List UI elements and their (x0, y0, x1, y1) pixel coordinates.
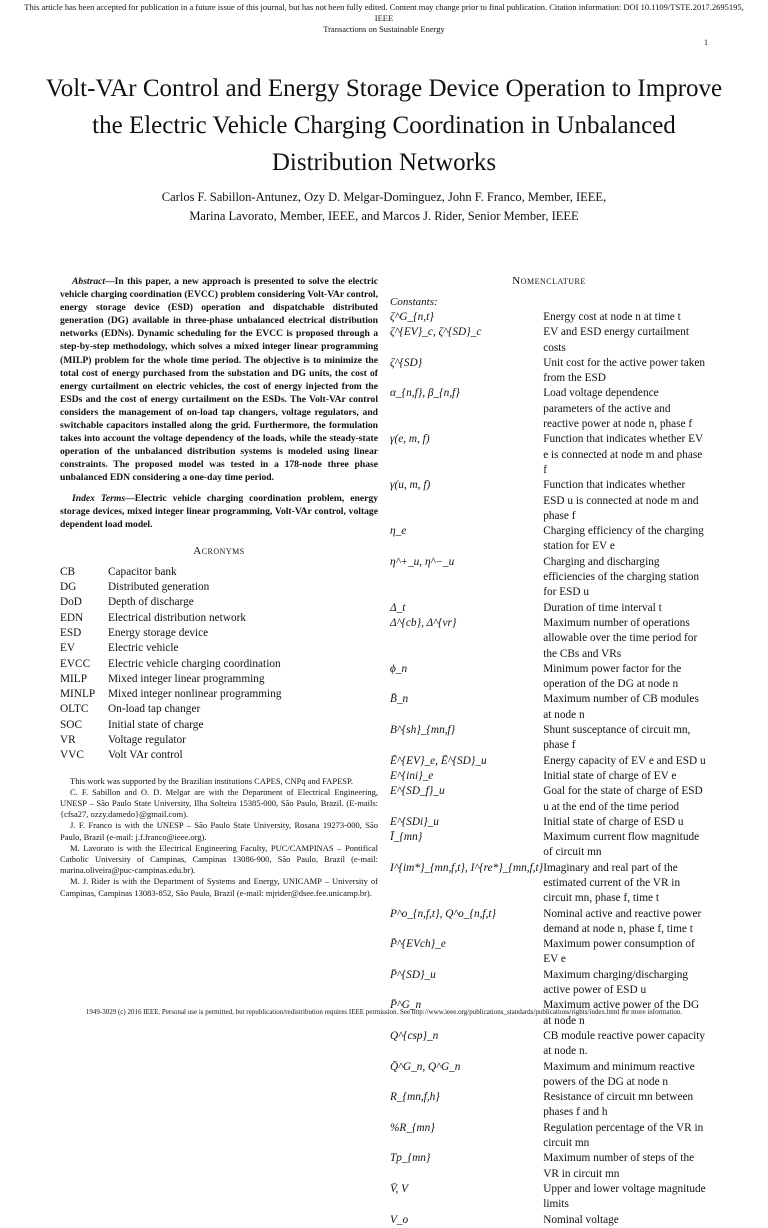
nomenclature-row (390, 1182, 708, 1213)
acronym-row (60, 672, 378, 687)
footnote: C. F. Sabillon and O. D. Melgar are with the Department of Electrical Engineering, UNESP – São Paulo State University, Ilha Solteira 15385-000, São Paulo, Brazil. (E-mails: {cfsa27, ozzy.damedo}@gmail.com). (60, 786, 378, 820)
copyright-footer: 1949-3029 (c) 2016 IEEE. Personal use is permitted, but republication/redistribution requires IEEE permission. See http://www.ieee.org/publications_standards/publications/rights/index.html for more information. (85, 1008, 683, 1016)
nomenclature-definition: Unit cost for the active power taken from the ESD (543, 356, 706, 385)
nomenclature-definition: Charging and discharging efficiencies of the charging station for ESD u (543, 555, 700, 599)
notice-line-1: This article has been accepted for publication in a future issue of this journal, but has not been fully edited. Content may change prior to final publication. Citation information: DOI 10.1109/TSTE.2017.2695195, IEEE (24, 2, 744, 23)
acronym-abbr: DG (60, 581, 77, 594)
nomenclature-subheading: Constants: (390, 296, 438, 308)
acronym-row (60, 595, 378, 610)
nomenclature-symbol: E^{SD_f}_u (390, 785, 445, 798)
acronym-definition: Electric vehicle (108, 642, 179, 655)
authors-line-2: Marina Lavorato, Member, IEEE, and Marcos J. Rider, Senior Member, IEEE (189, 209, 579, 223)
acronym-abbr: VR (60, 734, 76, 747)
acronym-definition: Depth of discharge (108, 596, 194, 609)
nomenclature-definition: Maximum active power of the DG at node n (543, 999, 700, 1027)
paper-title: Volt-VAr Control and Energy Storage Device Operation to Improve the Electric Vehicle Charging Coordination in Unbalanced Distribution Networks (45, 75, 723, 176)
nomenclature-definition: EV and ESD energy curtailment costs (543, 326, 689, 354)
page-number: 1 (704, 38, 708, 47)
nomenclature-symbol: ζ^{SD} (390, 356, 423, 369)
footnote: This work was supported by the Brazilian institutions CAPES, CNPq and FAPESP. (70, 775, 353, 786)
index-terms (60, 492, 378, 531)
nomenclature-symbol: R_{mn,f,h} (390, 1091, 440, 1104)
author-list (60, 188, 708, 226)
nomenclature-symbol: B^{sh}_{mn,f} (390, 724, 456, 737)
acronym-definition: On-load tap changer (108, 703, 201, 716)
nomenclature-symbol: B̄_n (390, 693, 409, 706)
nomenclature-definition: Shunt susceptance of circuit mn, phase f (543, 724, 691, 752)
nomenclature-symbol: I^{im*}_{mn,f,t}, I^{re*}_{mn,f,t} (390, 861, 544, 874)
acronym-row (60, 641, 378, 656)
acronym-definition: Electrical distribution network (108, 611, 247, 624)
nomenclature-definition: Regulation percentage of the VR in circuit mn (543, 1121, 704, 1150)
nomenclature-symbol: ζ^{EV}_c, ζ^{SD}_c (390, 326, 482, 339)
left-column (60, 275, 378, 899)
authors-line-1: Carlos F. Sabillon-Antunez, Ozy D. Melgar-Dominguez, John F. Franco, Member, IEEE, (161, 190, 607, 204)
nomenclature-row (390, 1151, 708, 1182)
acronym-definition: Mixed integer nonlinear programming (108, 688, 282, 701)
nomenclature-row (390, 555, 708, 601)
nomenclature-row (390, 784, 708, 815)
nomenclature-row (390, 478, 708, 524)
nomenclature-row (390, 815, 708, 830)
acronyms-heading: Acronyms (193, 544, 245, 557)
nomenclature-definition: Charging efficiency of the charging station for EV e (543, 525, 704, 553)
nomenclature-heading: Nomenclature (512, 275, 586, 287)
abstract-text: —In this paper, a new approach is presented to solve the electric vehicle charging coordination (EVCC) problem considering Volt-VAr control, energy storage device (ESD) operation and dispatchable distributed generation (DG) available in three-phase unbalanced electrical distribution networks (EDNs). Dynamic scheduling for the EVCC is proposed through a step-by-step methodology, which solves a mixed integer linear programming (MILP) problem for the whole time period. The objective is to minimize the total cost of energy purchased from the substation and DG units, the cost of energy curtailment on electric vehicles, the cost of energy injected from the ESDs and the cost of energy curtailment on the ESDs. The Volt-VAr control considers the management of on-load tap changers, voltage regulators, and switchable capacitors installed along the grid. Furthermore, the formulation takes into account the voltage dependency of the loads, while the steady-state operation of the unbalanced distribution systems is modeled using linear constraints. The proposed model was tested in a 178-node three phase unbalanced EDN considering a one-day time period. (60, 276, 378, 484)
acronym-definition: Electric vehicle charging coordination (108, 657, 281, 670)
acronym-row (60, 611, 378, 626)
nomenclature-symbol: α_{n,f}, β_{n,f} (390, 387, 460, 400)
right-column (390, 275, 708, 1228)
nomenclature-row (390, 937, 708, 968)
acronym-definition: Volt VAr control (108, 749, 183, 762)
nomenclature-row (390, 524, 708, 555)
abstract-lead: Abstract (72, 276, 106, 287)
acronym-definition: Capacitor bank (108, 565, 177, 578)
nomenclature-row (390, 907, 708, 938)
nomenclature-definition: Maximum number of CB modules at node n (543, 693, 699, 721)
acronym-row (60, 565, 378, 580)
acronym-row (60, 687, 378, 702)
nomenclature-row (390, 769, 708, 784)
nomenclature-symbol: η_e (390, 525, 407, 538)
footnote: M. Lavorato is with the Electrical Engineering Faculty, PUC/CAMPINAS – Pontifical Catholic University of Campinas, Campinas 13086-900, São Paulo, Brazil (e-mail: marina.oliveira@puc-campinas.edu.br). (60, 842, 378, 876)
nomenclature-symbol: γ(e, m, f) (390, 433, 430, 446)
acronym-abbr: SOC (60, 718, 82, 731)
nomenclature-definition: Minimum power factor for the operation of the DG at node n (543, 662, 682, 691)
nomenclature-definition: Maximum charging/discharging active power of ESD u (543, 968, 689, 997)
nomenclature-row (390, 662, 708, 693)
footnote: J. F. Franco is with the UNESP – São Paulo State University, Rosana 19273-000, São Paulo, Brazil (e-mail: j.f.franco@ieee.org). (60, 820, 378, 842)
nomenclature-definition: Energy cost at node n at time t (543, 311, 681, 323)
nomenclature-row (390, 601, 708, 616)
nomenclature-definition: Upper and lower voltage magnitude limits (543, 1182, 706, 1211)
nomenclature-symbol: Δ^{cb}, Δ^{vr} (390, 616, 457, 629)
footnote: M. J. Rider is with the Department of Systems and Energy, UNICAMP – University of Campinas, Campinas 13083-852, São Paulo, Brazil (e-mail: mjrider@dsee.fee.unicamp.br). (60, 876, 378, 898)
acronym-abbr: ESD (60, 626, 82, 639)
footnotes (60, 776, 378, 899)
nomenclature-row (390, 1029, 708, 1060)
nomenclature-row (390, 692, 708, 723)
index-terms-text: —Electric vehicle charging coordination problem, energy storage devices, mixed integer linear programming, Volt-VAr control, voltage dependent load model. (60, 492, 378, 530)
nomenclature-row (390, 830, 708, 861)
nomenclature-symbol: E^{SDi}_u (390, 815, 439, 828)
acronym-row (60, 657, 378, 672)
nomenclature-row (390, 968, 708, 999)
acronym-abbr: CB (60, 565, 76, 578)
nomenclature-row (390, 1090, 708, 1121)
nomenclature-definition: Maximum number of operations allowable over the time period for the CBs and VRs (543, 616, 698, 660)
nomenclature-definition: Energy capacity of EV e and ESD u (543, 754, 706, 767)
nomenclature-row (390, 1060, 708, 1091)
acronym-row (60, 580, 378, 595)
nomenclature-symbol: P̄^{EVch}_e (390, 938, 446, 951)
nomenclature-symbol: Q^{csp}_n (390, 1029, 439, 1042)
nomenclature-symbol: V̄, V (390, 1182, 408, 1195)
nomenclature-symbol: V_o (390, 1213, 409, 1226)
nomenclature-definition: CB module reactive power capacity at node n. (543, 1029, 706, 1058)
acronym-definition: Mixed integer linear programming (108, 672, 265, 685)
nomenclature-definition: Nominal voltage (543, 1213, 619, 1226)
nomenclature-row (390, 754, 708, 769)
nomenclature-definition: Function that indicates whether EV e is connected at node m and phase f (543, 433, 703, 476)
nomenclature-definition: Initial state of charge of ESD u (543, 815, 684, 828)
abstract (60, 275, 378, 485)
nomenclature-symbol: P̄^{SD}_u (390, 968, 436, 981)
nomenclature-row (390, 325, 708, 356)
acronym-definition: Energy storage device (108, 626, 209, 639)
nomenclature-definition: Initial state of charge of EV e (543, 769, 677, 782)
nomenclature-row (390, 616, 708, 662)
acronym-abbr: VVC (60, 749, 84, 762)
acronym-row (60, 626, 378, 641)
nomenclature-definition: Goal for the state of charge of ESD u at the end of the time period (543, 785, 703, 813)
nomenclature-row (390, 310, 708, 325)
nomenclature-symbol: ζ^G_{n,t} (390, 311, 434, 323)
acronym-row (60, 718, 378, 733)
acronym-abbr: MILP (60, 672, 87, 685)
nomenclature-symbol: ϕ_n (390, 662, 408, 675)
acronym-definition: Distributed generation (108, 581, 210, 594)
nomenclature-row (390, 1213, 708, 1228)
acronym-definition: Initial state of charge (108, 718, 204, 731)
acronym-abbr: DoD (60, 596, 82, 609)
index-terms-lead: Index Terms (72, 492, 126, 504)
acronym-definition: Voltage regulator (108, 734, 186, 747)
publication-notice (20, 2, 748, 35)
acronym-row (60, 733, 378, 748)
nomenclature-symbol: Q̄^G_n, Q^G_n (390, 1060, 461, 1073)
nomenclature-symbol: P^o_{n,f,t}, Q^o_{n,f,t} (390, 907, 497, 920)
nomenclature-definition: Maximum number of steps of the VR in circuit mn (543, 1152, 695, 1180)
nomenclature-definition: Function that indicates whether ESD u is connected at node m and phase f (543, 479, 699, 522)
nomenclature-symbol: Δ_t (390, 601, 406, 614)
nomenclature-row (390, 861, 708, 907)
nomenclature-row (390, 356, 708, 387)
nomenclature-definition: Maximum power consumption of EV e (543, 938, 695, 966)
nomenclature-symbol: γ(u, m, f) (390, 479, 431, 492)
nomenclature-row (390, 432, 708, 478)
nomenclature-symbol: η^+_u, η^−_u (390, 555, 455, 568)
acronym-abbr: EDN (60, 611, 84, 624)
acronym-abbr: OLTC (60, 703, 89, 716)
nomenclature-row (390, 723, 708, 754)
acronym-abbr: MINLP (60, 688, 96, 701)
nomenclature-definition: Maximum current flow magnitude of circuit mn (543, 831, 700, 859)
nomenclature-row (390, 1121, 708, 1152)
acronym-abbr: EV (60, 642, 76, 655)
nomenclature-symbol: Ē^{EV}_e, Ē^{SD}_u (390, 754, 487, 767)
acronym-abbr: EVCC (60, 657, 91, 670)
nomenclature-definition: Duration of time interval t (543, 601, 662, 614)
nomenclature-table (390, 310, 708, 1228)
nomenclature-symbol: %R_{mn} (390, 1121, 435, 1134)
acronym-row (60, 702, 378, 717)
nomenclature-definition: Nominal active and reactive power demand at node n, phase f, time t (543, 907, 702, 935)
nomenclature-symbol: Ī_{mn} (390, 831, 423, 844)
nomenclature-definition: Resistance of circuit mn between phases f and h (543, 1091, 694, 1119)
notice-line-2: Transactions on Sustainable Energy (323, 24, 445, 34)
acronym-row (60, 748, 378, 763)
nomenclature-definition: Load voltage dependence parameters of the active and reactive power at node n, phase f (543, 387, 693, 431)
acronyms-table (60, 565, 378, 764)
nomenclature-symbol: P̄^G_n (390, 999, 422, 1012)
nomenclature-definition: Maximum and minimum reactive powers of the DG at node n (543, 1060, 695, 1088)
nomenclature-symbol: Tp_{mn} (390, 1152, 431, 1165)
nomenclature-symbol: E^{ini}_e (390, 769, 434, 782)
nomenclature-row (390, 386, 708, 432)
nomenclature-definition: Imaginary and real part of the estimated current of the VR in circuit mn, phase f, time t (543, 861, 681, 905)
